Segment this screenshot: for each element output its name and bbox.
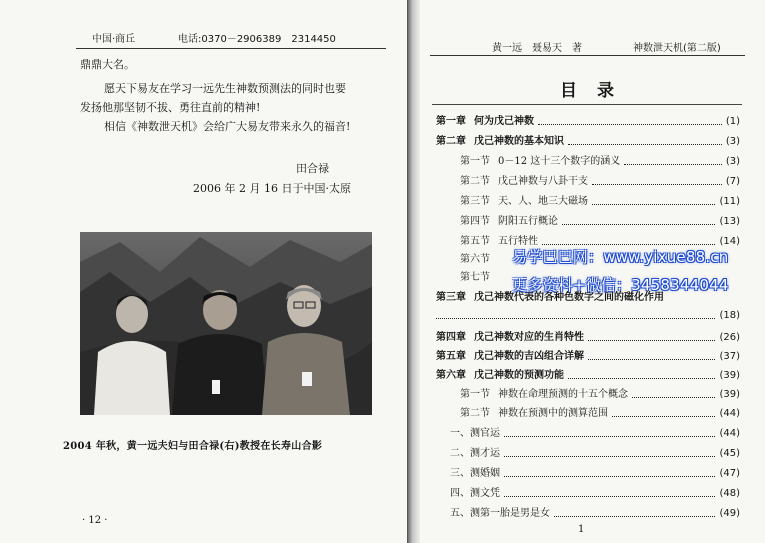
toc-entry-page: (39)	[719, 389, 740, 400]
book-gutter	[408, 0, 420, 543]
toc-title-rule	[432, 104, 742, 105]
toc-entry-number: 一、	[450, 428, 470, 439]
toc-entry-title: 五行特性	[498, 236, 538, 247]
right-header-book: 神数泄天机(第二版)	[633, 43, 721, 54]
right-header-authors: 黄一远 聂易天 著	[492, 43, 582, 54]
toc-leader-dots	[624, 164, 722, 165]
toc-entry-title: 神数在预测中的测算范围	[498, 408, 608, 419]
toc-entry-page: (7)	[725, 176, 740, 187]
toc-entry-number: 第六章	[436, 370, 466, 381]
toc-entry-title: 戊己神数代表的各种色数字之间的磁化作用	[474, 292, 664, 303]
toc-leader-dots	[562, 224, 715, 225]
right-page-number: 1	[578, 524, 585, 535]
toc-entry-page: (13)	[719, 216, 740, 227]
toc-title: 目录	[560, 81, 634, 101]
toc-entry-continuation	[436, 306, 740, 322]
left-header-phone: 电话:0370－2906389 2314450	[178, 34, 336, 45]
toc-entry-number: 第一节	[460, 156, 490, 167]
toc-leader-dots	[542, 244, 715, 245]
toc-entry-page: (44)	[719, 428, 740, 439]
toc-entry-page: (11)	[719, 196, 740, 207]
toc-entry-page: (26)	[719, 332, 740, 343]
toc-entry	[450, 424, 740, 440]
toc-leader-dots	[588, 340, 715, 341]
toc-entry-title: 神数在命理预测的十五个概念	[498, 389, 628, 400]
photo-caption: 2004 年秋，黄一远夫妇与田合禄(右)教授在长寿山合影	[63, 441, 323, 452]
toc-leader-dots	[504, 436, 715, 437]
toc-entry-page: (49)	[719, 508, 740, 519]
toc-entry-number: 第一章	[436, 116, 466, 127]
toc-entry-page: (47)	[719, 468, 740, 479]
toc-leader-dots	[436, 318, 715, 319]
toc-leader-dots	[632, 397, 715, 398]
toc-entry	[436, 328, 740, 344]
toc-entry	[436, 366, 740, 382]
toc-entry	[450, 464, 740, 480]
toc-entry-page: (14)	[719, 236, 740, 247]
signature-name: 田合禄	[296, 162, 329, 175]
toc-entry-number: 第二节	[460, 176, 490, 187]
toc-entry-title: 测官运	[470, 428, 500, 439]
right-header-rule	[430, 55, 745, 56]
toc-entry	[460, 152, 740, 168]
toc-leader-dots	[504, 496, 715, 497]
toc-entry-page: (48)	[719, 488, 740, 499]
paragraph-2-line-2: 发扬他那坚韧不拔、勇往直前的精神!	[80, 101, 261, 114]
toc-entry-title: 戊己神数与八卦干支	[498, 176, 588, 187]
left-page-number: · 12 ·	[82, 515, 108, 526]
toc-entry	[450, 504, 740, 520]
toc-entry-number: 第五节	[460, 236, 490, 247]
toc-entry	[450, 444, 740, 460]
toc-entry-page: (1)	[725, 116, 740, 127]
toc-entry-page: (39)	[719, 370, 740, 381]
toc-leader-dots	[554, 516, 715, 517]
left-header-rule	[76, 48, 386, 49]
toc-leader-dots	[588, 359, 715, 360]
toc-entry-page: (3)	[725, 156, 740, 167]
toc-entry-title: 何为戊己神数	[474, 116, 534, 127]
toc-entry-page: (3)	[725, 136, 740, 147]
toc-entry-number: 第三节	[460, 196, 490, 207]
toc-entry-title: 测才运	[470, 448, 500, 459]
toc-entry-title: 戊己神数的基本知识	[474, 136, 564, 147]
toc-leader-dots	[568, 144, 722, 145]
toc-entry-number: 第七节	[460, 272, 490, 283]
watermark-line-1: 易学巴巴网：www.yixue88.cn	[512, 248, 729, 266]
toc-entry-page: (18)	[719, 310, 740, 321]
toc-entry-number: 二、	[450, 448, 470, 459]
signature-date: 2006 年 2 月 16 日于中国·太原	[193, 182, 351, 195]
toc-entry	[450, 484, 740, 500]
toc-entry-number: 四、	[450, 488, 470, 499]
toc-entry	[460, 192, 740, 208]
toc-entry	[436, 132, 740, 148]
toc-entry-page: (44)	[719, 408, 740, 419]
paragraph-1: 鼎鼎大名。	[80, 58, 135, 71]
toc-leader-dots	[592, 184, 722, 185]
paragraph-3: 相信《神数泄天机》会给广大易友带来永久的福音!	[104, 120, 351, 133]
toc-leader-dots	[612, 416, 715, 417]
group-photo	[80, 232, 372, 415]
toc-entry	[460, 172, 740, 188]
toc-entry-number: 第四章	[436, 332, 466, 343]
toc-entry-title: 戊己神数的吉凶组合详解	[474, 351, 584, 362]
toc-entry-title: 戊己神数对应的生肖特性	[474, 332, 584, 343]
watermark-line-2: 更多资料+微信：3458344044	[512, 276, 729, 294]
toc-entry	[436, 112, 740, 128]
toc-leader-dots	[592, 204, 715, 205]
toc-entry-number: 第三章	[436, 292, 466, 303]
toc-entry-number: 五、	[450, 508, 470, 519]
toc-entry	[460, 212, 740, 228]
toc-entry-title: 测文凭	[470, 488, 500, 499]
toc-entry-number: 第一节	[460, 389, 490, 400]
toc-entry-number: 第四节	[460, 216, 490, 227]
toc-entry-title: 戊己神数的预测功能	[474, 370, 564, 381]
toc-entry-title: 测婚姻	[470, 468, 500, 479]
toc-entry	[460, 404, 740, 420]
toc-leader-dots	[504, 456, 715, 457]
toc-entry-page: (45)	[719, 448, 740, 459]
toc-entry	[460, 385, 740, 401]
toc-entry-number: 第六节	[460, 254, 490, 265]
toc-leader-dots	[504, 476, 715, 477]
paragraph-2-line-1: 愿天下易友在学习一远先生神数预测法的同时也要	[104, 82, 346, 95]
toc-leader-dots	[538, 124, 722, 125]
toc-entry-page: (37)	[719, 351, 740, 362]
toc-entry-number: 第五章	[436, 351, 466, 362]
toc-leader-dots	[568, 378, 715, 379]
toc-entry	[436, 347, 740, 363]
toc-entry-title: 阴阳五行概论	[498, 216, 558, 227]
toc-entry-number: 三、	[450, 468, 470, 479]
toc-entry-number: 第二章	[436, 136, 466, 147]
left-header-location: 中国·商丘	[92, 34, 136, 45]
toc-entry-title: 测第一胎是男是女	[470, 508, 550, 519]
toc-entry-number: 第二节	[460, 408, 490, 419]
toc-entry-title: 0－12 这十三个数字的涵义	[498, 156, 621, 167]
toc-entry-title: 天、人、地三大磁场	[498, 196, 588, 207]
